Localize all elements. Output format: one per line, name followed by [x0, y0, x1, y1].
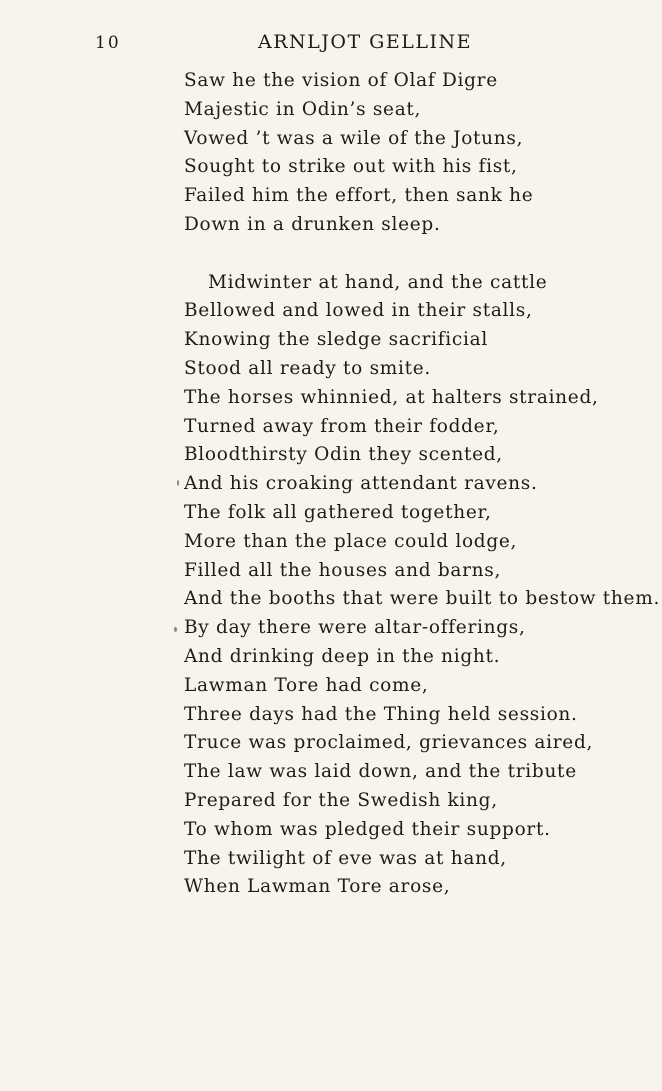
stanza-break [184, 240, 654, 269]
poem-line: The twilight of eve was at hand, [184, 847, 507, 869]
poem-line: Down in a drunken sleep. [184, 213, 441, 235]
poem-line: Midwinter at hand, and the cattle [208, 271, 548, 293]
poem-line: Vowed ’t was a wile of the Jotuns, [184, 127, 524, 149]
stanza-2 [184, 269, 661, 903]
poem-line: And his croaking attendant ravens. [184, 473, 538, 495]
paper-speck [177, 480, 179, 486]
poem-line: Bloodthirsty Odin they scented, [184, 444, 503, 466]
poem-line: Filled all the houses and barns, [184, 559, 502, 581]
poem-line: By day there were altar-offerings, [184, 617, 526, 639]
poem-line: The law was laid down, and the tribute [184, 761, 577, 783]
poem-line: Sought to strike out with his fist, [184, 156, 518, 178]
poem-line: Majestic in Odin’s seat, [184, 98, 422, 120]
running-title: ARNLJOT GELLINE [258, 31, 472, 53]
page-number: 10 [95, 33, 121, 53]
poem-line: When Lawman Tore arose, [184, 876, 451, 898]
poem-line: Prepared for the Swedish king, [184, 789, 498, 811]
stanza-1 [184, 67, 654, 240]
paper-speck [174, 627, 177, 632]
poem-line: Knowing the sledge sacrificial [184, 329, 488, 351]
poem-line: Stood all ready to smite. [184, 357, 432, 379]
poem-line: Bellowed and lowed in their stalls, [184, 300, 533, 322]
poem-line: Lawman Tore had come, [184, 674, 429, 696]
poem-line: To whom was pledged their support. [184, 818, 551, 840]
poem-line: More than the place could lodge, [184, 530, 518, 552]
poem-line: Failed him the effort, then sank he [184, 185, 534, 207]
poem-line: Turned away from their fodder, [184, 415, 500, 437]
poem-line: Three days had the Thing held session. [184, 703, 578, 725]
poem-line: The horses whinnied, at halters strained, [184, 386, 599, 408]
poem-line: Truce was proclaimed, grievances aired, [184, 732, 594, 754]
poem-line: And the booths that were built to bestow them. [184, 588, 661, 610]
poem-line: And drinking deep in the night. [184, 645, 501, 667]
poem-line: The folk all gathered together, [184, 501, 492, 523]
poem-body [184, 67, 661, 902]
poem-line: Saw he the vision of Olaf Digre [184, 70, 498, 91]
